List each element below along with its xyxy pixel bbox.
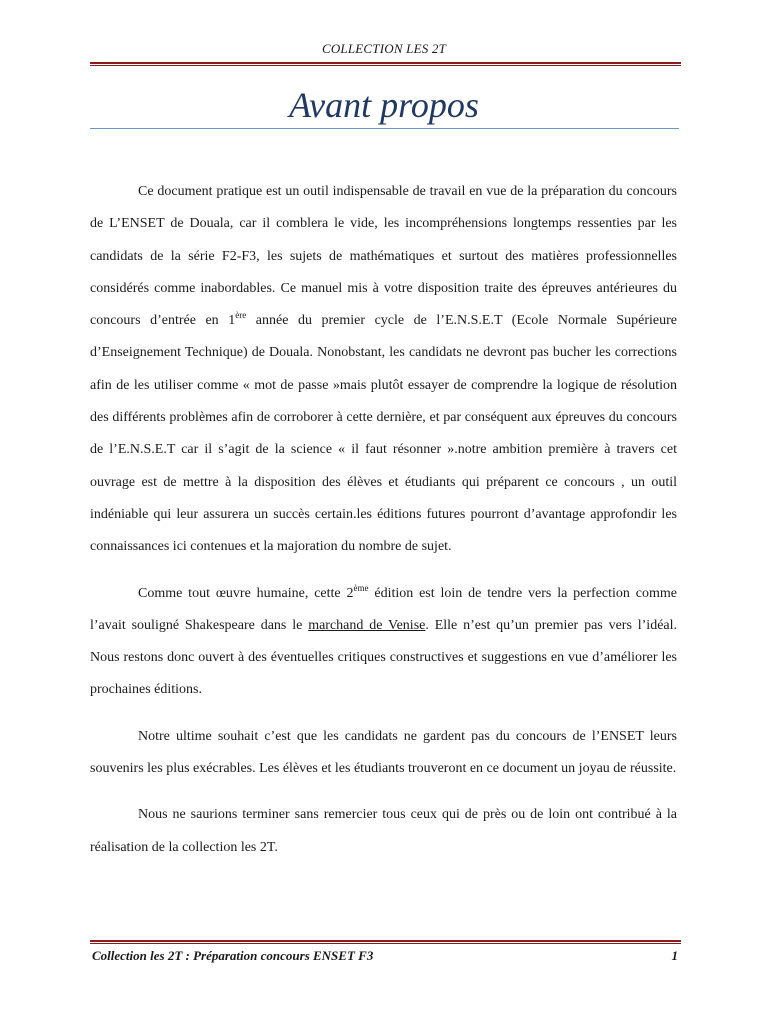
paragraph-2-text-c: . Elle n’est qu’un premier pas vers l’idéal. Nous restons donc ouvert à des éventuelles critiques constructives et suggestions en vue d’améliorer les prochaines éditions.: [90, 617, 678, 698]
paragraph-4: Nous ne saurions terminer sans remercier tous ceux qui de près ou de loin ont contribué à la réalisation de la collection les 2T.: [90, 807, 677, 855]
paragraph-3: Notre ultime souhait c’est que les candidats ne gardent pas du concours de l’ENSET leurs souvenirs les plus exécrables. Les élèves et les étudiants trouveront en ce document un joyau de réussite.: [90, 728, 677, 777]
book-title-underlined: marchand de Venise: [308, 617, 426, 633]
header-divider: [90, 62, 681, 66]
page-number: 1: [671, 948, 678, 963]
page-title: Avant propos: [289, 85, 479, 125]
footer-divider: [90, 940, 681, 944]
running-header-title: COLLECTION LES 2T: [321, 41, 447, 56]
paragraph-1-text-b: année du premier cycle de l’E.N.S.E.T (Ecole Normale Supérieure d’Enseignement Technique) de Douala. Nonobstant, les candidats ne devront pas bucher les corrections afin de les utiliser comme « mot de passe »mais plutôt essayer de comprendre la logique de résolution des différents problèmes afin de corroborer à cette dernière, et par conséquent aux épreuves du concours de l’E.N.S.E.T car il s’agit de la science « il faut résonner ».notre ambition première à travers cet ouvrage est de mettre à la disposition des élèves et étudiants qui préparent ce concours , un outil indéniable qui leur assurera un succès certain.les éditions futures pourront d’avantage approfondir les connaissances ici contenues et la majoration du nombre de sujet.: [90, 313, 678, 555]
dropcap-word: Ce: [138, 184, 154, 199]
title-underline: [90, 128, 679, 129]
superscript-ordinal: ème: [353, 582, 369, 593]
superscript-ordinal: ère: [235, 310, 247, 321]
body-text: [90, 176, 677, 878]
paragraph-2-text-a: Comme tout œuvre humaine, cette 2: [138, 585, 354, 601]
footer-title: Collection les 2T : Préparation concours ENSET F3: [92, 948, 374, 963]
paragraph-1: [90, 176, 677, 564]
paragraph-2-text-b: édition est loin de tendre vers la perfection comme l’avait souligné Shakespeare dans le: [90, 585, 677, 633]
paragraph-1-text-a: document pratique est un outil indispensable de travail en vue de la préparation du concours de L’ENSET de Douala, car il comblera le vide, les incompréhensions longtemps ressenties par les candidats de la série F2-F3, les sujets de mathématiques et surtout des matières professionnelles considérés comme inabordables. Ce manuel mis à votre disposition traite des épreuves antérieures du concours d’entrée en 1: [90, 184, 677, 329]
paragraph-2: [90, 578, 677, 707]
